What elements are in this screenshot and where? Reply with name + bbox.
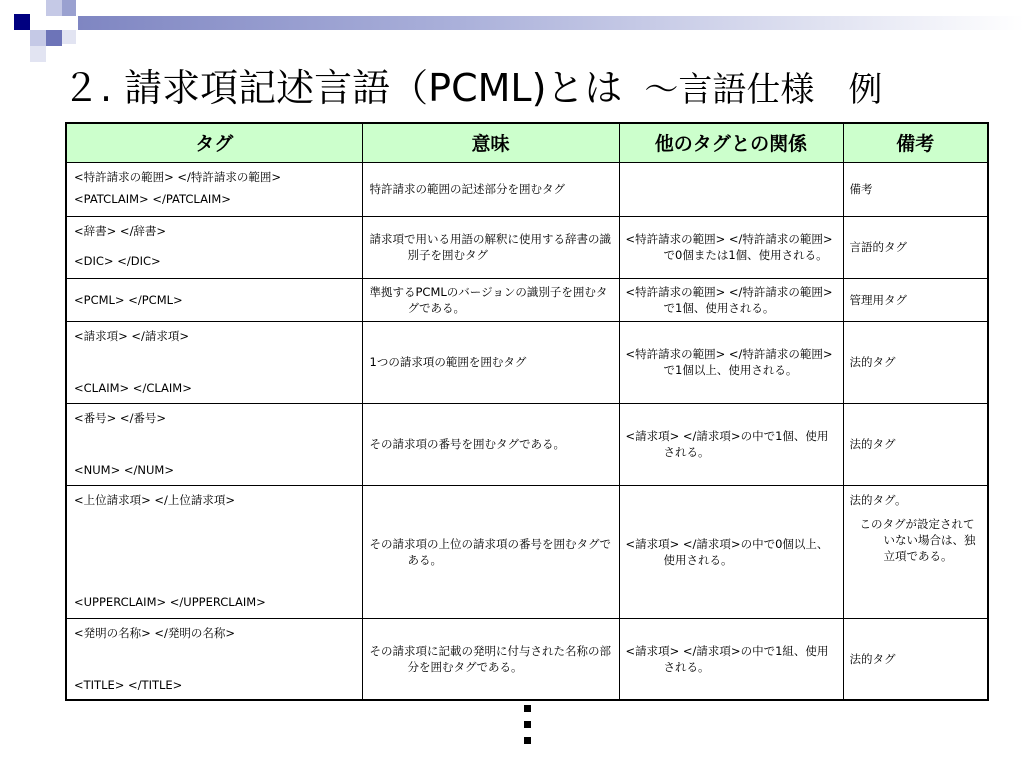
title-sub: ～言語仕様 例 [644,70,883,110]
table-row [66,485,988,618]
meaning-text: その請求項に記載の発明に付与された名称の部分を囲むタグである。 [369,643,611,674]
tag-ja: <辞書> </辞書> [74,223,167,238]
header-relation: 他のタグとの関係 [619,123,843,162]
tag-en: <NUM> </NUM> [74,462,174,477]
tag-en: <TITLE> </TITLE> [74,677,183,692]
note-text: 法的タグ。 [849,492,907,507]
tag-ja: <請求項> </請求項> [74,328,190,343]
note-text: 管理用タグ [849,292,907,307]
tag-en: <UPPERCLAIM> </UPPERCLAIM> [74,594,266,609]
deco-square [46,0,62,16]
table-header-row [66,123,988,162]
relation-cell [619,278,843,321]
note-text: 法的タグ [849,437,896,451]
tag-cell [66,403,362,485]
meaning-text: その請求項の番号を囲むタグである。 [369,437,565,451]
tag-en: <PATCLAIM> </PATCLAIM> [74,191,231,206]
meaning-cell [362,278,619,321]
relation-cell [619,403,843,485]
tag-cell [66,485,362,618]
meaning-cell [362,485,619,618]
relation-cell [619,485,843,618]
spec-table-wrapper [65,122,989,701]
deco-square [62,30,76,44]
tag-ja: <発明の名称> </発明の名称> [74,625,236,640]
meaning-text: 1つの請求項の範囲を囲むタグ [369,355,527,369]
meaning-cell [362,216,619,278]
note-text: 法的タグ [849,355,896,369]
deco-square [62,0,76,16]
deco-square [30,46,46,62]
relation-cell [619,162,843,216]
header-tag: タグ [66,123,362,162]
slide-title [62,58,1012,118]
meaning-cell [362,403,619,485]
deco-square [14,14,30,30]
meaning-text: 準拠するPCMLのバージョンの識別子を囲むタグである。 [369,284,608,315]
tag-cell [66,162,362,216]
tag-cell [66,618,362,700]
relation-text: <特許請求の範囲> </特許請求の範囲>で0個または1個、使用される。 [625,232,833,262]
relation-cell [619,618,843,700]
deco-square [30,30,46,46]
note-text: 言語的タグ [849,240,907,254]
deco-square [46,30,62,46]
tag-cell [66,216,362,278]
tag-ja: <PCML> </PCML> [74,292,183,307]
relation-text: <特許請求の範囲> </特許請求の範囲>で1個、使用される。 [625,284,833,315]
meaning-text: その請求項の上位の請求項の番号を囲むタグである。 [369,536,611,567]
table-row [66,278,988,321]
spec-table [65,122,989,701]
gradient-bar [78,16,1024,30]
header-meaning: 意味 [362,123,619,162]
relation-cell [619,321,843,403]
dot [524,737,531,744]
note-cell [843,618,988,700]
meaning-cell [362,321,619,403]
tag-cell [66,278,362,321]
relation-text: <請求項> </請求項>の中で1組、使用される。 [625,643,829,674]
note-text: 法的タグ [849,651,896,666]
table-row [66,403,988,485]
tag-en: <DIC> </DIC> [74,253,161,268]
table-row [66,162,988,216]
note-text: 備考 [849,182,873,196]
relation-text: <特許請求の範囲> </特許請求の範囲>で1個以上、使用される。 [625,347,833,377]
note-cell [843,485,988,618]
relation-cell [619,216,843,278]
relation-text: <請求項> </請求項>の中で0個以上、使用される。 [625,536,829,567]
continuation-dots [524,705,532,753]
relation-text: <請求項> </請求項>の中で1個、使用される。 [625,429,829,459]
note-cell [843,162,988,216]
note-detail-text: このタグが設定されていない場合は、独立項である。 [859,516,976,563]
table-row [66,321,988,403]
tag-ja: <特許請求の範囲> </特許請求の範囲> [74,169,282,184]
tag-ja: <上位請求項> </上位請求項> [74,492,236,507]
meaning-text: 特許請求の範囲の記述部分を囲むタグ [369,182,565,196]
tag-en: <CLAIM> </CLAIM> [74,380,192,395]
note-cell [843,321,988,403]
note-cell [843,403,988,485]
tag-ja: <番号> </番号> [74,410,167,425]
dot [524,705,531,712]
table-row [66,216,988,278]
meaning-text: 請求項で用いる用語の解釈に使用する辞書の識別子を囲むタグ [369,232,611,262]
note-cell [843,216,988,278]
meaning-cell [362,162,619,216]
header-note: 備考 [843,123,988,162]
table-row [66,618,988,700]
meaning-cell [362,618,619,700]
tag-cell [66,321,362,403]
note-cell [843,278,988,321]
dot [524,721,531,728]
title-main: ２. 請求項記述言語（PCML)とは [62,66,623,110]
